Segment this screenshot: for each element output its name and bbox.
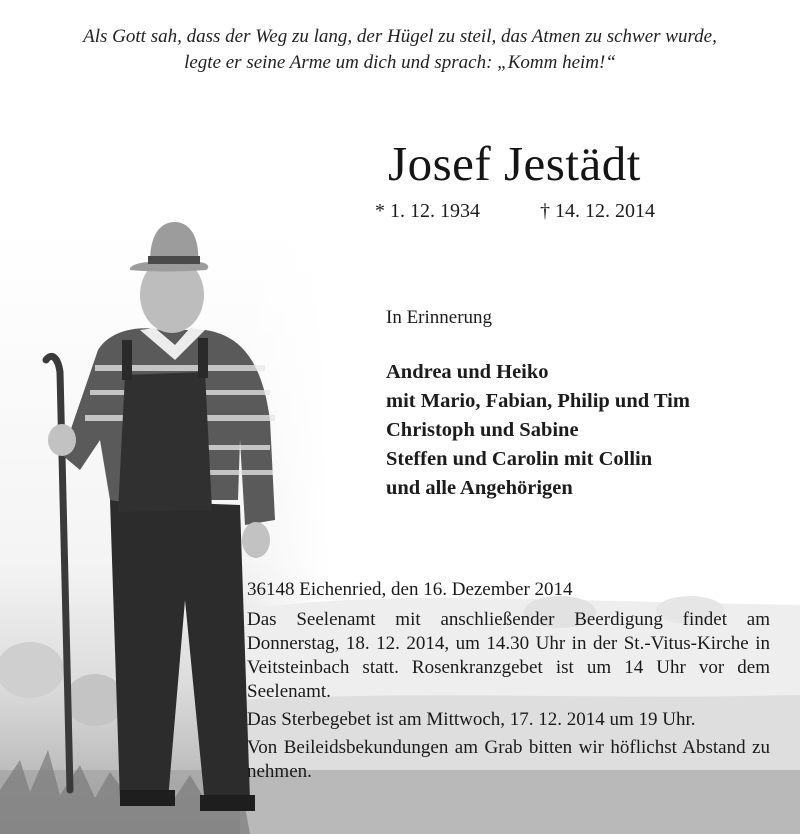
motto-line-1: Als Gott sah, dass der Weg zu lang, der Hügel zu steil, das Atmen zu schwer wurde, — [83, 26, 717, 47]
mourners-list — [386, 358, 690, 503]
deceased-name: Josef Jestädt — [388, 136, 641, 191]
funeral-notice — [247, 578, 770, 788]
condolence-request: Von Beileidsbekundungen am Grab bitten wir höflichst Abstand zu nehmen. — [247, 737, 770, 782]
birth-date: * 1. 12. 1934 — [375, 200, 480, 222]
funeral-details: Das Seelenamt mit anschließender Beerdigung findet am Donnerstag, 18. 12. 2014, um 14.30 Uhr in der St.-Vitus-Kirche in Veitsteinbach statt. Rosenkranzgebet ist um 14 Uhr vor dem Seelenamt. — [247, 609, 770, 702]
mourner-line: mit Mario, Fabian, Philip und Tim — [386, 390, 690, 412]
mourner-line: Steffen und Carolin mit Collin — [386, 448, 653, 470]
memory-label: In Erinnerung — [386, 307, 493, 328]
sheep-shape — [65, 674, 125, 726]
prayer-details: Das Sterbegebet ist am Mittwoch, 17. 12. 2014 um 19 Uhr. — [247, 709, 696, 730]
mourner-line: und alle Angehörigen — [386, 477, 573, 499]
death-date: † 14. 12. 2014 — [540, 200, 655, 222]
mourner-line: Christoph und Sabine — [386, 419, 579, 441]
motto-line-2: legte er seine Arme um dich und sprach: „Komm heim!“ — [184, 52, 616, 73]
mourner-line: Andrea und Heiko — [386, 361, 549, 383]
place-date: 36148 Eichenried, den 16. Dezember 2014 — [247, 579, 573, 600]
